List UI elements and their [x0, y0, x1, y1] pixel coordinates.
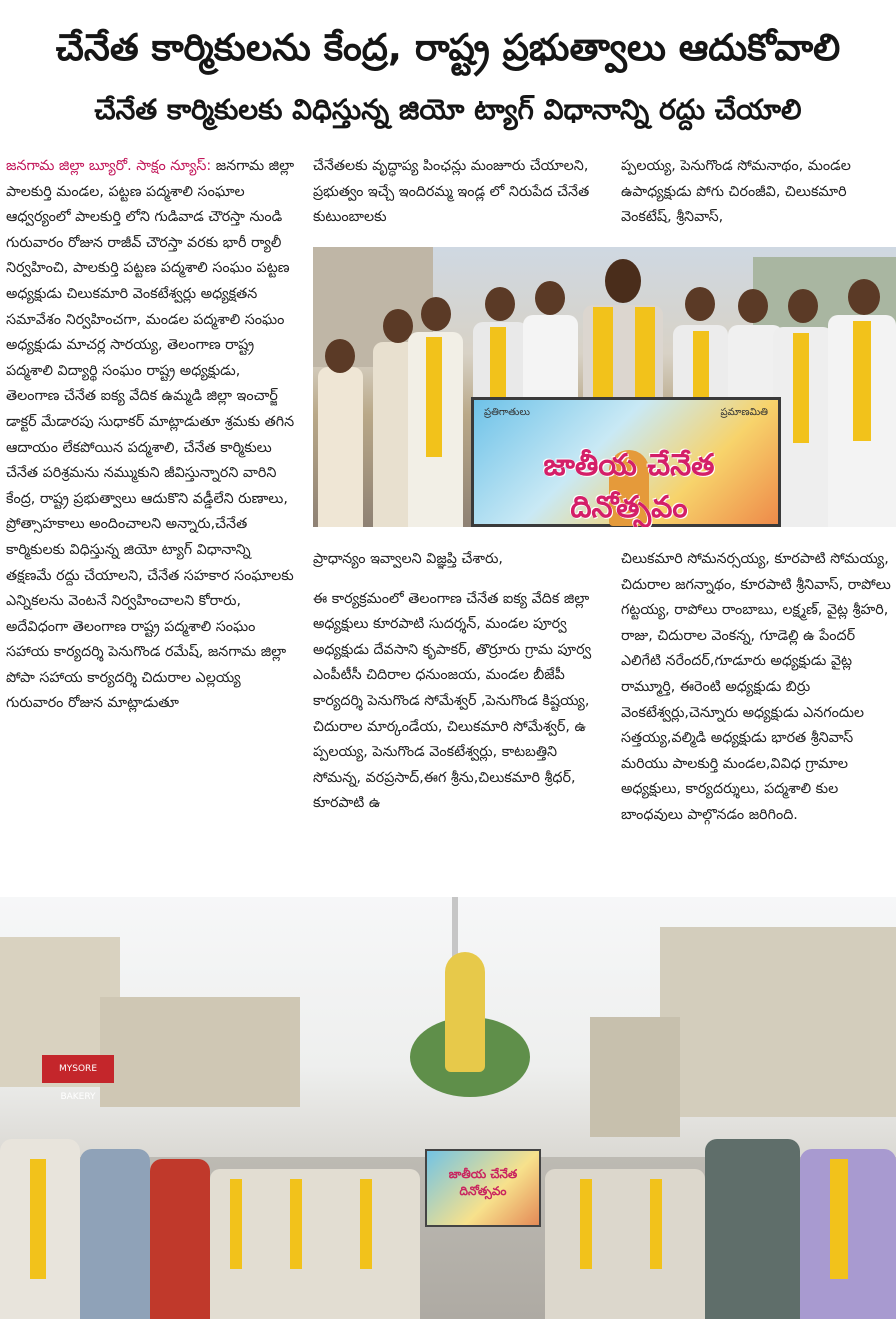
- article-column-2-bottom: [313, 547, 603, 817]
- article-column-1: [6, 154, 296, 717]
- article-col3-bottom-text: చిలుకమారి సోమనర్సయ్య, కూరపాటి సోమయ్య, చిదురాల జగన్నాథం, కూరపాటి శ్రీనివాస్, రాపోలు గట్టయ్య, రాపోలు రాంబాబు, లక్ష్మణ్, వైట్ల శ్రీహరి, రాజు, చిదురాల వెంకన్న, గూడెల్లి ఉ పేందర్ ఎలిగేటి నరేందర్,గూడూరు అధ్యక్షుడు వైట్ల రామ్మూర్తి, ఈరెంటి అధ్యక్షుడు బిర్రు వెంకటేశ్వర్లు,చెన్నూరు అధ్యక్షుడు ఎనగందుల సత్తయ్య,వల్మిడి అధ్యక్షుడు భారత శ్రీనివాస్ మరియు పాలకుర్తి మండల,వివిధ గ్రామాల అధ్యక్షులు, కార్యదర్శులు, పద్మశాలి కుల బాంధవులు పాల్గొనడం జరిగింది.: [621, 551, 891, 823]
- article-col3-top-text: ప్పలయ్య, పెనుగొండ సోమనాథం, మండల ఉపాధ్యక్షుడు పోగు చిరంజీవి, చిలుకమారి వెంకటేష్, శ్రీనివాస్,: [621, 158, 851, 226]
- banner-left-logo-text: ప్రతిగాతులు: [484, 407, 530, 418]
- subheadline: చేనేత కార్మికులకు విధిస్తున్న జియో ట్యాగ్ విధానాన్ని రద్దు చేయాలి: [94, 93, 802, 126]
- rally-banner-top: [471, 397, 781, 527]
- article-col2-bottom-p2: ఈ కార్యక్రమంలో తెలంగాణ చేనేత ఐక్య వేదిక జిల్లా అధ్యక్షులు కూరపాటి సుదర్శన్, మండల పూర్వ అధ్యక్షుడు దేవసాని కృపాకర్, తొర్రూరు గ్రామ పూర్వ ఎంపీటీసీ చిదిరాల ధనుంజయ, మండల బీజేపీ కార్యదర్శి పెనుగొండ సోమేశ్వర్ ,పెనుగొండ కిష్టయ్య, చిదురాల మార్కండేయ, చిలుకమారి సోమేశ్వర్, ఉ ప్పలయ్య, పెనుగొండ వెంకటేశ్వర్లు, కాటబత్తిని సోమన్న, వరప్రసాద్,ఈగ శ్రీను,చిలుకమారి శ్రీధర్, కూరపాటి ఉ: [313, 590, 592, 812]
- statue-image: [445, 952, 485, 1072]
- rally-photo-top: [313, 247, 896, 527]
- article-column-2-top: [313, 154, 603, 231]
- banner2-title: జాతీయ చేనేత దినోత్సవం: [448, 1167, 518, 1198]
- banner-right-logo-text: ప్రమాణమితి: [720, 407, 768, 418]
- article-column-3-top: [621, 154, 893, 231]
- headline: చేనేత కార్మికులను కేంద్ర, రాష్ట్ర ప్రభుత్వాలు ఆదుకోవాలి: [55, 26, 841, 69]
- shop-sign: MYSORE BAKERY: [42, 1055, 114, 1083]
- article-col1-text: జనగామ జిల్లా పాలకుర్తి మండల, పట్టణ పద్మశాలి సంఘాల ఆధ్వర్యంలో పాలకుర్తి లోని గుడివాడ చౌరస్తా నుండి గురువారం రోజున రాజీవ్ చౌరస్తా వరకు భారీ ర్యాలీ నిర్వహించి, పాలకుర్తి పట్టణ పద్మశాలి సంఘం పట్టణ అధ్యక్షుడు చిలుకమారి వెంకటేశ్వర్లు అధ్యక్షతన సమావేశం నిర్వహించగా, మండల పద్మశాలి సంఘం అధ్యక్షుడు మాచర్ల సారయ్య, తెలంగాణ రాష్ట్ర పద్మశాలి విద్యార్థి సంఘం రాష్ట్ర అధ్యక్షుడు, తెలంగాణ చేనేత ఐక్య వేదిక ఉమ్మడి జిల్లా ఇంచార్జ్ డాక్టర్ మేడారపు సుధాకర్ మాట్లాడుతూ శ్రమకు తగిన ఆదాయం లేకపోయిన పద్మశాలి, చేనేత కార్మికులు చేనేత పరిశ్రమను నమ్ముకుని జీవిస్తున్నారని వారిని కేంద్ర, రాష్ట్ర ప్రభుత్వాలు ఆదుకొని వడ్డీలేని రుణాలు, ప్రోత్సాహకాలు అందించాలని అన్నారు,చేనేత కార్మికులకు విధిస్తున్న జియో ట్యాగ్ విధానాన్ని తక్షణమే రద్దు చేయాలని, చేనేత సహకార సంఘాలకు ఎన్నికలను వెంటనే నిర్వహించాలని కోరారు, అదేవిధంగా తెలంగాణ రాష్ట్ర పద్మశాలి సంఘం సహాయ కార్యదర్శి పెనుగొండ రమేష్, జనగామ జిల్లా పోపా సహాయ కార్యదర్శి చిదురాల ఎల్లయ్య గురువారం రోజున మాట్లాడుతూ: [6, 158, 295, 712]
- rally-banner-bottom: [425, 1149, 541, 1227]
- article-column-3-bottom: [621, 547, 893, 829]
- banner-title: జాతీయ చేనేత దినోత్సవం: [543, 448, 715, 525]
- article-col2-top-text: చేనేతలకు వృద్ధాప్య పింఛన్లు మంజూరు చేయాలని, ప్రభుత్వం ఇచ్చే ఇందిరమ్మ ఇండ్ల లో నిరుపేద చేనేత కుటుంబాలకు: [313, 158, 590, 226]
- article-col2-bottom-p1: ప్రాధాన్యం ఇవ్వాలని విజ్ఞప్తి చేశారు,: [313, 551, 503, 567]
- pole-image: [452, 897, 458, 957]
- rally-photo-bottom: [0, 897, 896, 1319]
- dateline: జనగామ జిల్లా బ్యూరో. సాక్షం న్యూస్:: [6, 158, 212, 174]
